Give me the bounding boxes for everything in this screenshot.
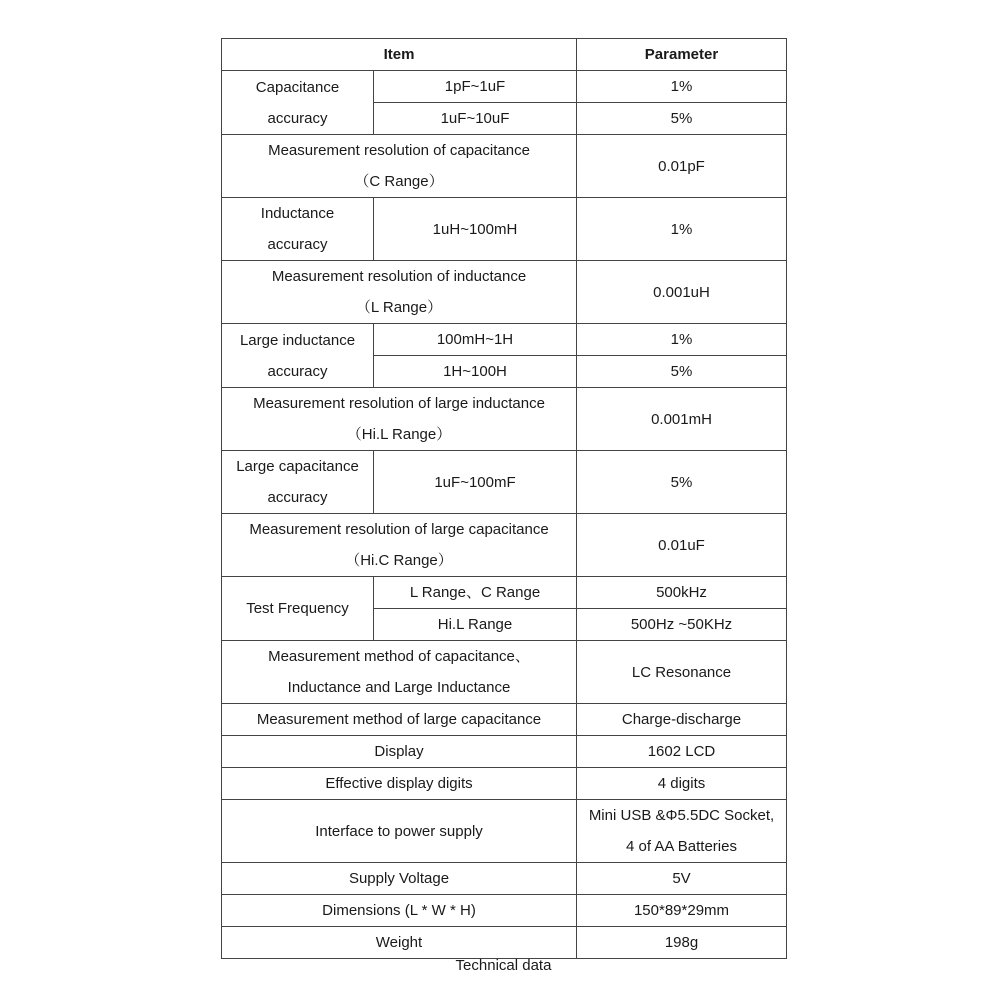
power-interface-label: Interface to power supply [222, 800, 577, 863]
value-cell: 5% [577, 356, 787, 388]
value-cell: 0.001uH [577, 261, 787, 324]
supply-voltage-label: Supply Voltage [222, 863, 577, 895]
display-label: Display [222, 736, 577, 768]
table-caption: Technical data [455, 957, 552, 974]
capacitance-accuracy-label: Capacitance accuracy [222, 71, 374, 135]
large-capacitance-accuracy-label: Large capacitance accuracy [222, 451, 374, 514]
range-cell: L Range、C Range [374, 577, 577, 609]
range-cell: 1pF~1uF [374, 71, 577, 103]
table-row [222, 198, 787, 261]
range-cell: 100mH~1H [374, 324, 577, 356]
value-cell: LC Resonance [577, 641, 787, 704]
value-cell: 500Hz ~50KHz [577, 609, 787, 641]
value-cell: 4 digits [577, 768, 787, 800]
table-row [222, 135, 787, 198]
value-cell: 0.01pF [577, 135, 787, 198]
header-item: Item [222, 39, 577, 71]
weight-label: Weight [222, 927, 577, 959]
measurement-method-lc-label: Measurement method of capacitance、 Inductance and Large Inductance [222, 641, 577, 704]
range-cell: Hi.L Range [374, 609, 577, 641]
value-cell: 1% [577, 324, 787, 356]
display-digits-label: Effective display digits [222, 768, 577, 800]
table-row [222, 800, 787, 863]
value-cell: Mini USB &Φ5.5DC Socket, 4 of AA Batteries [577, 800, 787, 863]
table-row [222, 704, 787, 736]
large-inductance-resolution-label: Measurement resolution of large inductance （Hi.L Range） [222, 388, 577, 451]
table-row [222, 641, 787, 704]
large-inductance-accuracy-label: Large inductance accuracy [222, 324, 374, 388]
large-capacitance-resolution-label: Measurement resolution of large capacitance （Hi.C Range） [222, 514, 577, 577]
range-cell: 1uF~10uF [374, 103, 577, 135]
table-row [222, 514, 787, 577]
value-cell: Charge-discharge [577, 704, 787, 736]
value-cell: 1% [577, 71, 787, 103]
value-cell: 1602 LCD [577, 736, 787, 768]
technical-data-table [221, 38, 787, 959]
table-row [222, 736, 787, 768]
table-row [222, 388, 787, 451]
value-cell: 5% [577, 451, 787, 514]
measurement-method-large-cap-label: Measurement method of large capacitance [222, 704, 577, 736]
table-header-row [222, 39, 787, 71]
value-cell: 5V [577, 863, 787, 895]
range-cell: 1uH~100mH [374, 198, 577, 261]
range-cell: 1uF~100mF [374, 451, 577, 514]
table-row [222, 261, 787, 324]
table-row [222, 71, 787, 103]
table-row [222, 927, 787, 959]
test-frequency-label: Test Frequency [222, 577, 374, 641]
range-cell: 1H~100H [374, 356, 577, 388]
value-cell: 0.001mH [577, 388, 787, 451]
table-row [222, 895, 787, 927]
table-row [222, 863, 787, 895]
dimensions-label: Dimensions (L * W * H) [222, 895, 577, 927]
value-cell: 0.01uF [577, 514, 787, 577]
header-parameter: Parameter [577, 39, 787, 71]
value-cell: 5% [577, 103, 787, 135]
table-row [222, 577, 787, 609]
value-cell: 1% [577, 198, 787, 261]
inductance-accuracy-label: Inductance accuracy [222, 198, 374, 261]
value-cell: 500kHz [577, 577, 787, 609]
table-row [222, 768, 787, 800]
value-cell: 150*89*29mm [577, 895, 787, 927]
table-row [222, 324, 787, 356]
value-cell: 198g [577, 927, 787, 959]
table-row [222, 451, 787, 514]
inductance-resolution-label: Measurement resolution of inductance （L Range） [222, 261, 577, 324]
capacitance-resolution-label: Measurement resolution of capacitance （C Range） [222, 135, 577, 198]
